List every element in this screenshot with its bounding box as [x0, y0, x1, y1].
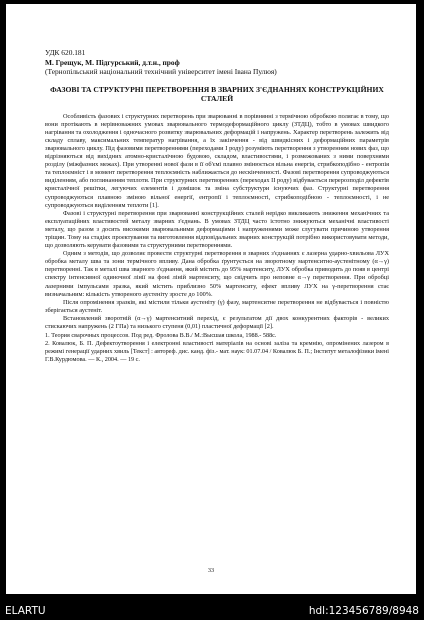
reference-item: 1. Теория сварочных процессов. Под ред. Фролова В.В./ М.:Высшая школа, 1988.- 588с. — [45, 332, 277, 340]
reference-item: 2. Ковалюк, Б. П. Дефектоутворення і електронні властивості матеріалів на основі заліза та кремнію, опромінених лазером в режимі генерації ударних хвиль [Текст] : автореф. дис. канд. фіз.- мат. наук: 01.07.04 / Ковалюк Б. П.; Інститут металофізики імені Г.В.Курдюмова. — К., 2004. — 19 с. — [45, 340, 389, 364]
udc-code: УДК 620.181 — [45, 48, 86, 57]
document-page — [6, 4, 416, 594]
authors: М. Грещук, М. Підгурський, д.т.н., проф — [45, 57, 180, 67]
paragraph: Особливість фазових і структурних перетворень при зварюванні в порівнянні з термічною обробкою полягає в тому, що вони протікають в нерівноважних умовах зварювального термодеформаційного циклу (ЗТДЦ), тобто в умовах швидкого нагрівання та охолодження і одночасного розвитку зварювальних деформацій і напружень. Характер перетворень залежить від складу сплаву, максимальних температур нагрівання, а їх закінчення - від швидкісних і деформаційних параметрів зварювального циклу. Під фазовими перетвореннями (переходами І роду) розуміють перетворення з утворенням нових фаз, що відрізняються від вихідних атомно-кристалічною будовою, складом, властивостями, і розмежованих з ними поверхнями розділу (міжфазних межах). При утворенні нової фази в її об'ємі плавно змінюється вільна енергія, стрибкоподібно - ентропія та теплоємніст і в момент перетворення теплоємність наближається до нескінченності. Фазові перетворення супроводжуються виділенням, або поглинанням теплоти. При структурних перетвореннях (переходах ІІ роду) відбувається перерозподіл дефектів кристалічної решітки, легуючих елементів і домішок та зміна субструктури існуючих фаз. Структурні перетворення супроводжуються плавною зміною вільної енергії, ентропії і теплоємності, стрибкоподібною - теплоємності, і не супроводжуються виділенням теплоти [1]. — [45, 112, 389, 209]
handle-id: hdl:123456789/8948 — [308, 605, 419, 617]
paragraph: Після опромінення зразків, які містили тільки аустеніту (γ) фазу, мартенситне перетворення не відбувається і повністю зберігається аустеніт. — [45, 298, 389, 314]
paragraph: Встановлений зворотній (α→γ) мартенситний перехід, є результатом дії двох конкурентних факторів - великих стискаючих напружень (2 ГПа) та низького ступеня (0,01) пластичної деформації [2]. — [45, 314, 389, 331]
repository-name: ELARTU — [5, 605, 46, 617]
paragraph: Фазові і структурні перетворення при зварюванні конструкційних сталей нерідко викликають зниження механічних та експлуатаційних властивостей металу зварних з'єднань. В умовах ЗТДЦ часто істотно знижуються механічні властивості металу, що разом з досить високими зварювальними деформаціями і напруженнями може слугувати причиною утворення тріщин. Тому на стадіях проектування та виготовлення відповідальних зварних конструкцій потрібно використовувати методи, що дозволяють керувати фазовими та структурними перетвореннями. — [45, 209, 389, 250]
page-number: 33 — [207, 567, 215, 574]
paragraph: Одним з методів, що дозволяє провести структурні перетворення в зварних з'єднаннях є лазерна ударно-хвильова ЛУХ обробка металу шва та зони термічного впливу. Дана обробка ґрунтується на зворотному мартенситно-аустенітному (α→γ) перетворенні. Так в металі шва зварного з'єднання, який містить до 95% мартенситу, ЛУХ обробка приводить до появ в центрі спектру інтенсивної одиночної лінії на фоні ліній мартенситу, що свідчить про неповне α→γ перетворення. При обробці лазерними імпульсами зразка, який містить приблизно 50% мартенситу, ефект впливу ЛУХ на γ-перетворення стає визначальним: кількість утвореного аустеніту зросте до 100%. — [45, 250, 389, 298]
article-title: ФАЗОВІ ТА СТРУКТУРНІ ПЕРЕТВОРЕННЯ В ЗВАРНИХ З'ЄДНАННЯХ КОНСТРУКЦІЙНИХ СТАЛЕЙ — [50, 84, 384, 104]
footer-bar — [0, 602, 424, 620]
references-list — [45, 332, 389, 364]
affiliation: (Тернопільський національний технічний університет імені Івана Пулюя) — [45, 67, 277, 77]
